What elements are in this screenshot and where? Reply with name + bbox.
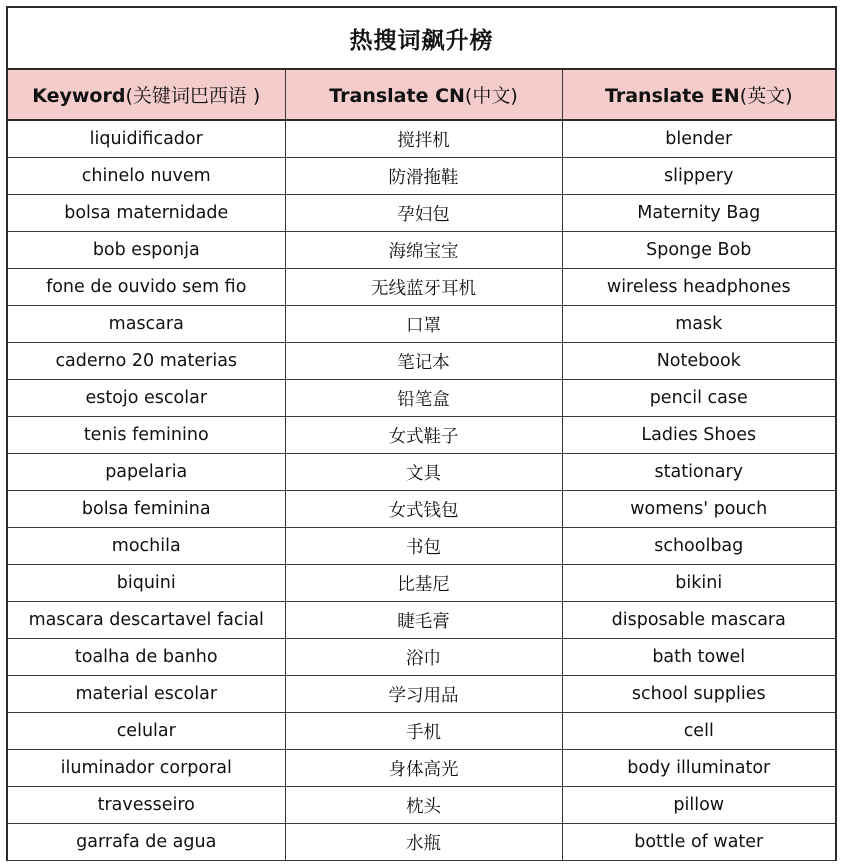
- keyword-cell: garrafa de agua: [8, 824, 285, 861]
- translate-cn-cell: 文具: [285, 454, 562, 491]
- header-translate-en: [562, 70, 835, 120]
- table-title: 热搜词飙升榜: [8, 8, 835, 70]
- translate-cn-cell: 笔记本: [285, 343, 562, 380]
- translate-cn-cell: 睫毛膏: [285, 602, 562, 639]
- header-cn-main: Translate CN: [329, 85, 465, 107]
- keyword-cell: bolsa maternidade: [8, 195, 285, 232]
- header-keyword: [8, 70, 285, 120]
- translate-en-cell: schoolbag: [562, 528, 835, 565]
- table-row: [8, 158, 835, 195]
- keyword-cell: mascara: [8, 306, 285, 343]
- table-row: [8, 269, 835, 306]
- keyword-cell: fone de ouvido sem fio: [8, 269, 285, 306]
- table-row: [8, 232, 835, 269]
- table-row: [8, 380, 835, 417]
- translate-en-cell: blender: [562, 120, 835, 158]
- translate-cn-cell: 防滑拖鞋: [285, 158, 562, 195]
- keyword-cell: travesseiro: [8, 787, 285, 824]
- translate-cn-cell: 女式鞋子: [285, 417, 562, 454]
- keyword-cell: toalha de banho: [8, 639, 285, 676]
- table-row: [8, 602, 835, 639]
- translate-en-cell: Ladies Shoes: [562, 417, 835, 454]
- translate-cn-cell: 海绵宝宝: [285, 232, 562, 269]
- keyword-cell: bolsa feminina: [8, 491, 285, 528]
- translate-en-cell: bottle of water: [562, 824, 835, 861]
- header-en-main: Translate EN: [604, 85, 740, 107]
- table-row: [8, 787, 835, 824]
- keyword-cell: celular: [8, 713, 285, 750]
- translate-cn-cell: 学习用品: [285, 676, 562, 713]
- translate-cn-cell: 女式钱包: [285, 491, 562, 528]
- translate-en-cell: wireless headphones: [562, 269, 835, 306]
- translate-cn-cell: 浴巾: [285, 639, 562, 676]
- table-row: [8, 528, 835, 565]
- translate-cn-cell: 比基尼: [285, 565, 562, 602]
- header-en-paren: (英文): [739, 85, 793, 107]
- translate-cn-cell: 口罩: [285, 306, 562, 343]
- keyword-cell: mochila: [8, 528, 285, 565]
- keyword-cell: bob esponja: [8, 232, 285, 269]
- translate-cn-cell: 孕妇包: [285, 195, 562, 232]
- table-row: [8, 306, 835, 343]
- translate-en-cell: cell: [562, 713, 835, 750]
- translate-cn-cell: 手机: [285, 713, 562, 750]
- header-cn-paren: (中文): [464, 85, 518, 107]
- translate-cn-cell: 水瓶: [285, 824, 562, 861]
- translate-en-cell: bikini: [562, 565, 835, 602]
- table-row: [8, 713, 835, 750]
- table-row: [8, 565, 835, 602]
- keyword-cell: mascara descartavel facial: [8, 602, 285, 639]
- table-row: [8, 417, 835, 454]
- table-row: [8, 750, 835, 787]
- table-row: [8, 195, 835, 232]
- keyword-cell: iluminador corporal: [8, 750, 285, 787]
- table-row: [8, 120, 835, 158]
- header-keyword-main: Keyword: [32, 85, 126, 107]
- keyword-cell: papelaria: [8, 454, 285, 491]
- header-row: [8, 70, 835, 120]
- translate-en-cell: pencil case: [562, 380, 835, 417]
- translate-en-cell: mask: [562, 306, 835, 343]
- header-keyword-paren: (关键词巴西语 ): [125, 85, 261, 107]
- translate-en-cell: Sponge Bob: [562, 232, 835, 269]
- translate-en-cell: school supplies: [562, 676, 835, 713]
- translate-en-cell: Notebook: [562, 343, 835, 380]
- keyword-cell: liquidificador: [8, 120, 285, 158]
- keyword-table: [8, 70, 835, 861]
- translate-cn-cell: 身体高光: [285, 750, 562, 787]
- translate-en-cell: womens' pouch: [562, 491, 835, 528]
- keyword-cell: chinelo nuvem: [8, 158, 285, 195]
- table-row: [8, 676, 835, 713]
- translate-cn-cell: 无线蓝牙耳机: [285, 269, 562, 306]
- translate-en-cell: body illuminator: [562, 750, 835, 787]
- keyword-cell: material escolar: [8, 676, 285, 713]
- translate-cn-cell: 书包: [285, 528, 562, 565]
- translate-en-cell: bath towel: [562, 639, 835, 676]
- table-row: [8, 343, 835, 380]
- keyword-cell: caderno 20 materias: [8, 343, 285, 380]
- translate-cn-cell: 铅笔盒: [285, 380, 562, 417]
- keyword-cell: tenis feminino: [8, 417, 285, 454]
- table-body: [8, 120, 835, 861]
- translate-cn-cell: 搅拌机: [285, 120, 562, 158]
- keyword-cell: biquini: [8, 565, 285, 602]
- translate-en-cell: Maternity Bag: [562, 195, 835, 232]
- table-row: [8, 491, 835, 528]
- header-translate-cn: [285, 70, 562, 120]
- translate-en-cell: slippery: [562, 158, 835, 195]
- keyword-cell: estojo escolar: [8, 380, 285, 417]
- translate-en-cell: pillow: [562, 787, 835, 824]
- table-row: [8, 454, 835, 491]
- translate-en-cell: disposable mascara: [562, 602, 835, 639]
- translate-en-cell: stationary: [562, 454, 835, 491]
- table-row: [8, 824, 835, 861]
- keyword-table-sheet: [6, 6, 837, 861]
- table-row: [8, 639, 835, 676]
- translate-cn-cell: 枕头: [285, 787, 562, 824]
